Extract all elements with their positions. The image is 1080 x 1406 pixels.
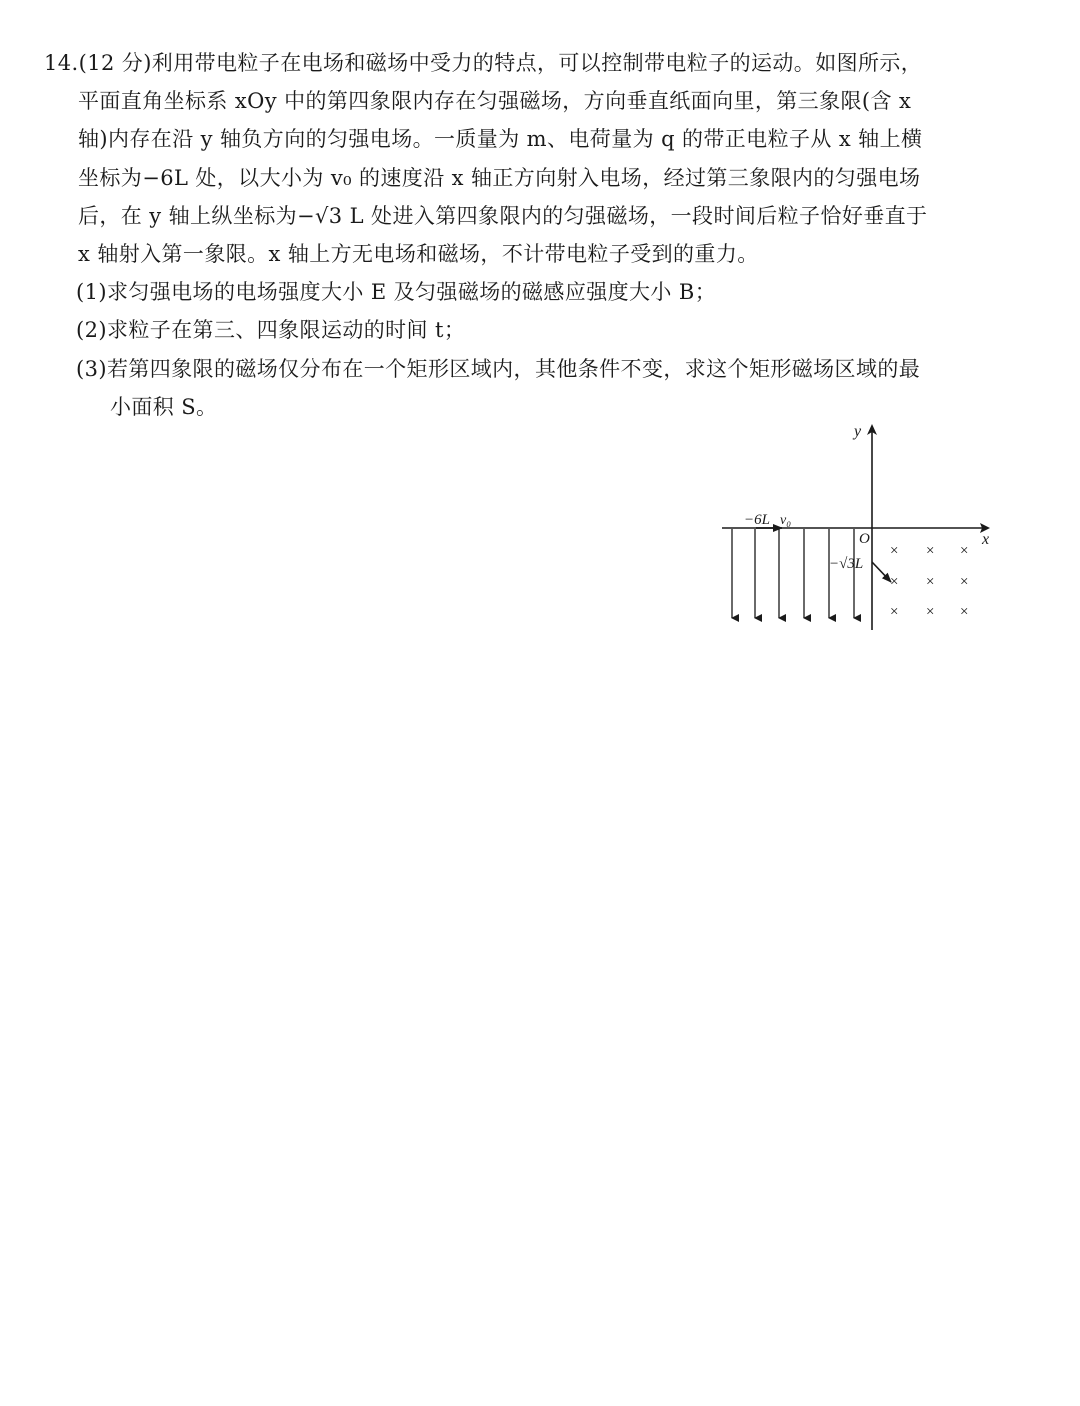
stem-line-2: 平面直角坐标系 xOy 中的第四象限内存在匀强磁场，方向垂直纸面向里，第三象限(含 x — [78, 89, 912, 114]
b-field-cross: × — [960, 604, 969, 620]
problem-score: (12 分) — [78, 51, 152, 75]
stem-line-4: 坐标为−6L 处，以大小为 v₀ 的速度沿 x 轴正方向射入电场，经过第三象限内的匀强电场 — [78, 165, 921, 190]
y-axis-label: y — [854, 423, 862, 440]
b-field-cross: × — [926, 543, 935, 559]
stem-line-5: 后，在 y 轴上纵坐标为−√3 L 处进入第四象限内的匀强磁场，一段时间后粒子恰好垂直于 — [78, 203, 928, 228]
b-field-cross: × — [926, 574, 935, 590]
particle-entry-arrow — [872, 562, 891, 582]
question-1-text: (1)求匀强电场的电场强度大小 E 及匀强磁场的磁感应强度大小 B； — [76, 280, 717, 305]
question-3 — [44, 350, 1009, 426]
question-3-text: (3)若第四象限的磁场仅分布在一个矩形区域内，其他条件不变，求这个矩形磁场区域的最 — [76, 356, 921, 381]
problem-number: 14. — [44, 51, 79, 75]
b-field-cross: × — [890, 604, 899, 620]
problem-stem — [44, 44, 1009, 273]
problem-14 — [44, 44, 1009, 426]
question-1 — [44, 273, 1009, 311]
magnetic-field-region — [890, 543, 968, 620]
stem-line-6: x 轴射入第一象限。x 轴上方无电场和磁场，不计带电粒子受到的重力。 — [78, 242, 759, 267]
x-axis-label: x — [982, 531, 990, 548]
question-2-text: (2)求粒子在第三、四象限运动的时间 t； — [76, 318, 466, 343]
question-3-continuation: 小面积 S。 — [110, 394, 218, 419]
origin-label: O — [859, 531, 870, 547]
b-field-cross: × — [960, 574, 969, 590]
stem-line-1: 利用带电粒子在电场和磁场中受力的特点，可以控制带电粒子的运动。如图所示， — [151, 51, 923, 75]
y-entry-label: −√3L — [829, 556, 864, 572]
x-start-label: −6L — [744, 512, 770, 528]
b-field-cross: × — [890, 543, 899, 559]
b-field-cross: × — [890, 574, 899, 590]
electric-field-lines — [732, 529, 854, 618]
stem-line-3: 轴)内存在沿 y 轴负方向的匀强电场。一质量为 m、电荷量为 q 的带正电粒子从 x 轴上横 — [78, 127, 923, 152]
velocity-label: v₀ — [780, 513, 792, 528]
b-field-cross: × — [960, 543, 969, 559]
field-diagram — [718, 418, 1000, 636]
b-field-cross: × — [926, 604, 935, 620]
question-2 — [44, 311, 1009, 349]
